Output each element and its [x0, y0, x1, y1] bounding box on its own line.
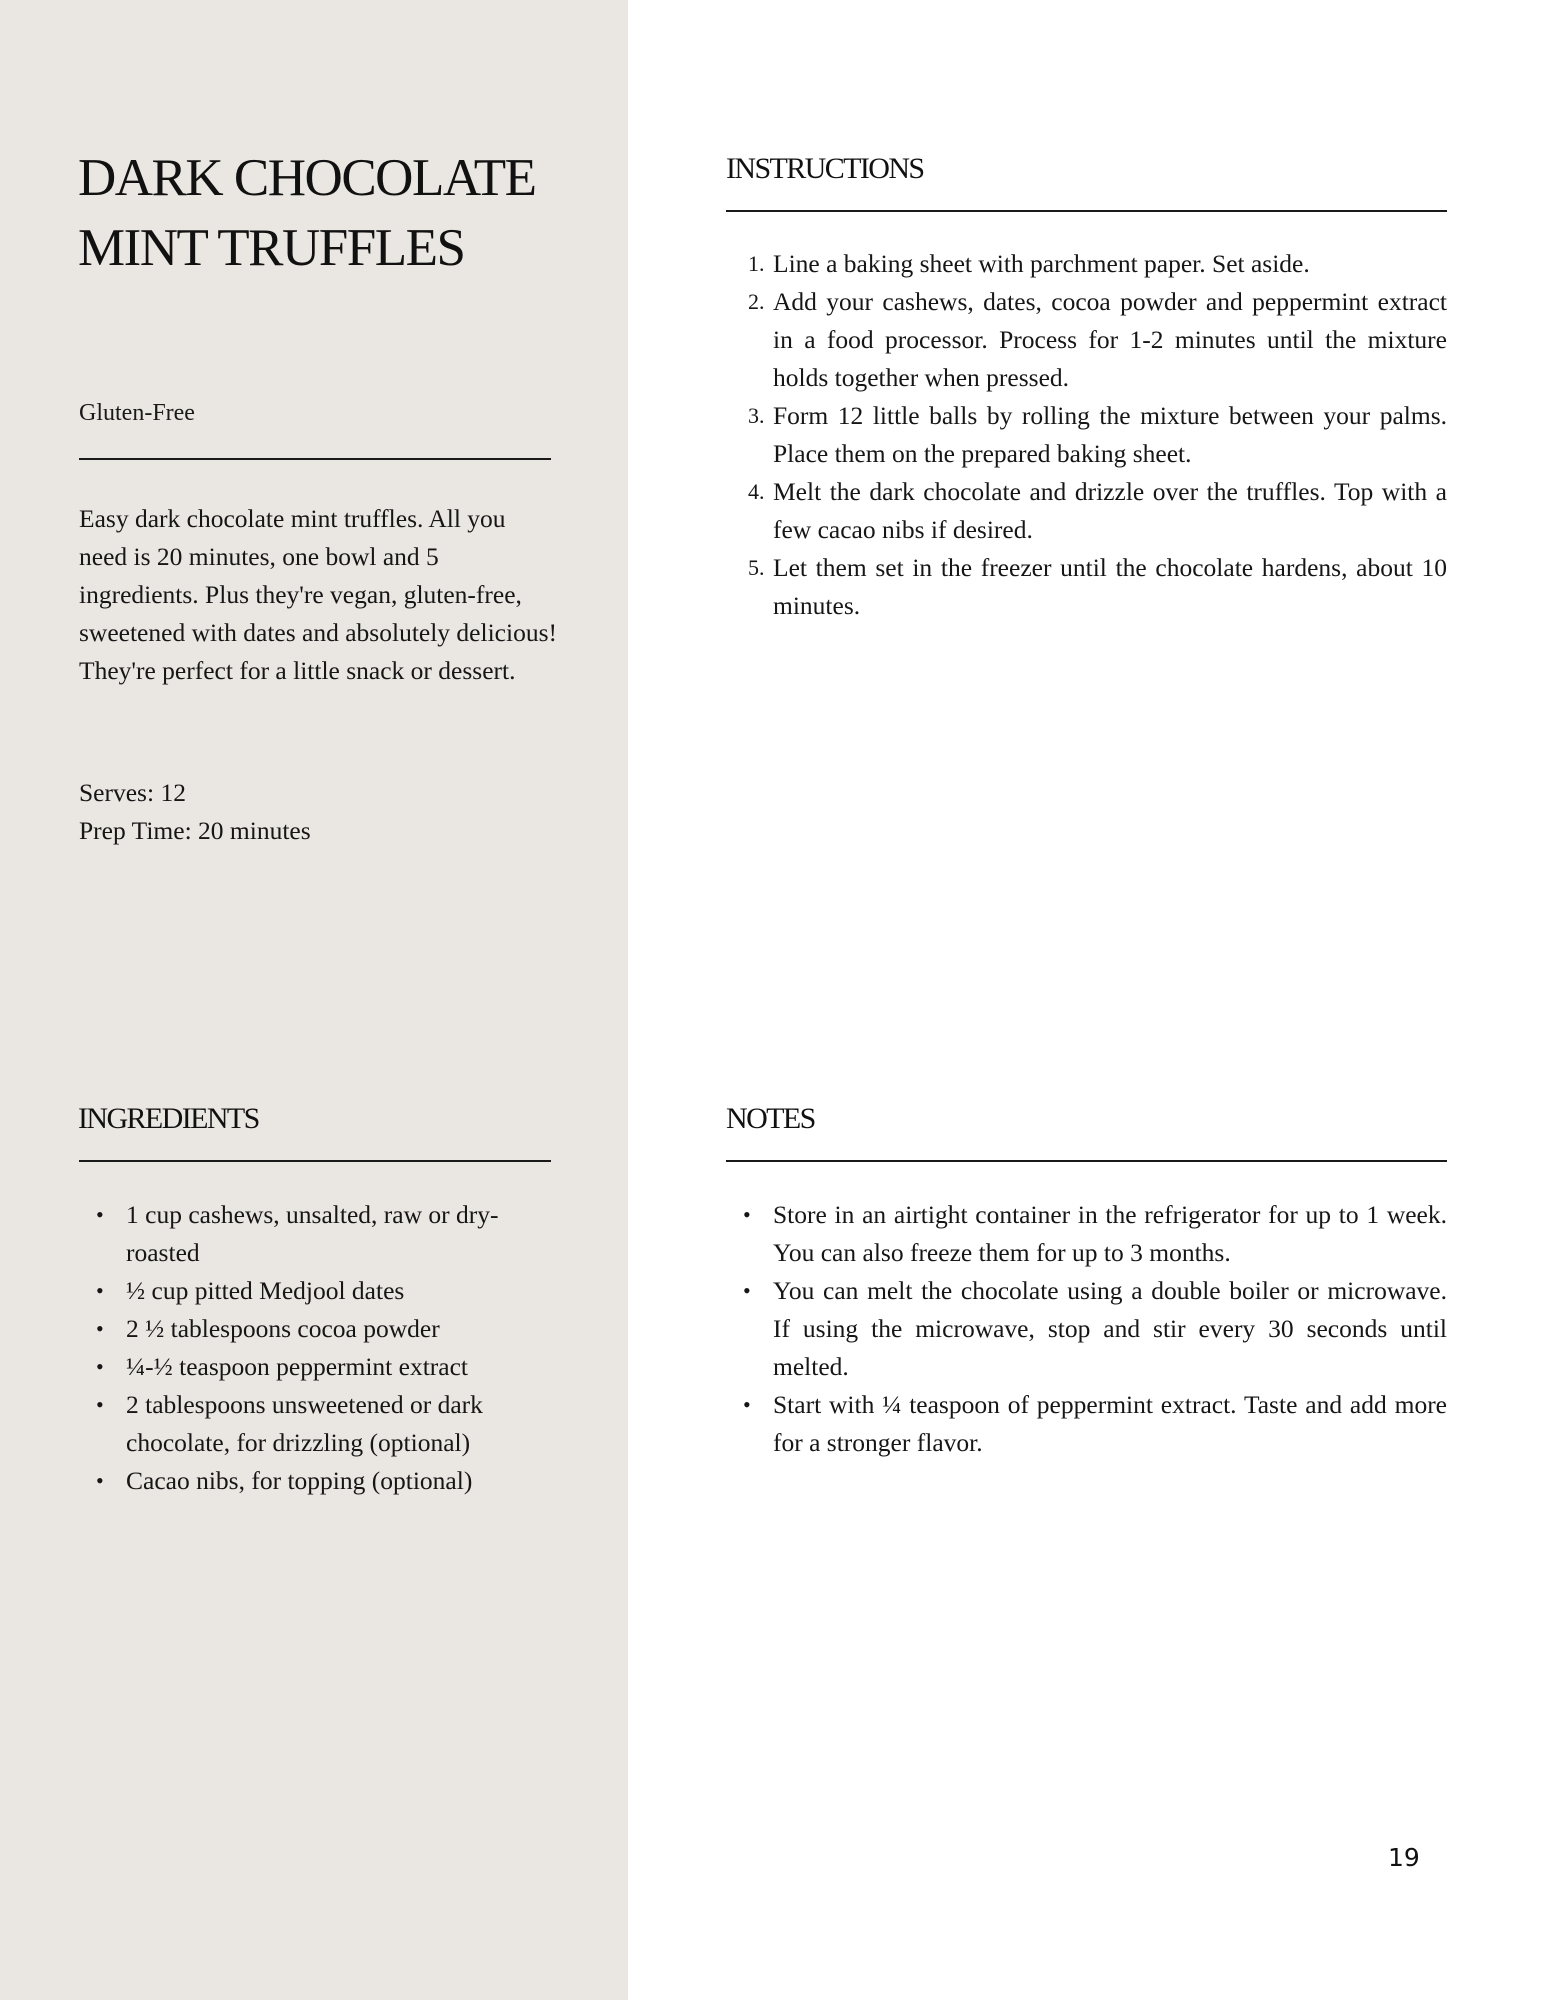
prep-time-text: Prep Time: 20 minutes	[79, 816, 311, 845]
ingredient-item: • 2 ½ tablespoons cocoa powder	[126, 1310, 554, 1348]
sidebar-panel	[0, 0, 628, 2000]
bullet-icon: •	[743, 1392, 751, 1417]
instructions-divider	[726, 210, 1447, 212]
ingredient-item: • Cacao nibs, for topping (optional)	[126, 1462, 554, 1500]
note-item: • Start with ¼ teaspoon of peppermint extract. Taste and add more for a stronger flavor.	[773, 1386, 1447, 1462]
step-number: 3.	[748, 403, 765, 428]
instruction-step: 2. Add your cashews, dates, cocoa powder and peppermint extract in a food processor. Process for 1-2 minutes until the mixture holds together when pressed.	[773, 283, 1447, 397]
bullet-icon: •	[96, 1468, 104, 1493]
instructions-heading: INSTRUCTIONS	[726, 152, 924, 185]
bullet-icon: •	[743, 1202, 751, 1227]
instruction-step: 5. Let them set in the freezer until the chocolate hardens, about 10 minutes.	[773, 549, 1447, 625]
instruction-step: 3. Form 12 little balls by rolling the mixture between your palms. Place them on the prepared baking sheet.	[773, 397, 1447, 473]
step-number: 5.	[748, 555, 765, 580]
bullet-icon: •	[96, 1278, 104, 1303]
notes-heading: NOTES	[726, 1102, 815, 1135]
serves-text: Serves: 12	[79, 778, 186, 807]
page-number: 19	[1388, 1843, 1420, 1872]
ingredients-list	[96, 1196, 554, 1500]
step-number: 4.	[748, 479, 765, 504]
note-item: • You can melt the chocolate using a double boiler or microwave. If using the microwave, stop and stir every 30 seconds until melted.	[773, 1272, 1447, 1386]
ingredients-divider	[79, 1160, 551, 1162]
ingredient-item: • ½ cup pitted Medjool dates	[126, 1272, 554, 1310]
ingredients-heading: INGREDIENTS	[78, 1102, 259, 1135]
bullet-icon: •	[96, 1392, 104, 1417]
step-number: 2.	[748, 289, 765, 314]
instructions-list	[748, 245, 1447, 625]
step-number: 1.	[748, 251, 765, 276]
instruction-step: 1. Line a baking sheet with parchment paper. Set aside.	[773, 245, 1447, 283]
ingredient-item: • 1 cup cashews, unsalted, raw or dry-roasted	[126, 1196, 554, 1272]
ingredient-item: • ¼-½ teaspoon peppermint extract	[126, 1348, 554, 1386]
tag-divider	[79, 458, 551, 460]
bullet-icon: •	[96, 1316, 104, 1341]
notes-divider	[726, 1160, 1447, 1162]
recipe-title	[78, 143, 598, 283]
bullet-icon: •	[743, 1278, 751, 1303]
recipe-title-line: MINT TRUFFLES	[78, 219, 465, 277]
ingredient-item: • 2 tablespoons unsweetened or dark chocolate, for drizzling (optional)	[126, 1386, 554, 1462]
diet-tag: Gluten-Free	[79, 400, 195, 426]
recipe-meta	[79, 774, 311, 850]
bullet-icon: •	[96, 1354, 104, 1379]
instruction-step: 4. Melt the dark chocolate and drizzle over the truffles. Top with a few cacao nibs if desired.	[773, 473, 1447, 549]
bullet-icon: •	[96, 1202, 104, 1227]
notes-list	[743, 1196, 1447, 1462]
recipe-title-line: DARK CHOCOLATE	[78, 149, 536, 207]
note-item: • Store in an airtight container in the refrigerator for up to 1 week. You can also freeze them for up to 3 months.	[773, 1196, 1447, 1272]
recipe-description: Easy dark chocolate mint truffles. All you need is 20 minutes, one bowl and 5 ingredients. Plus they're vegan, gluten-free, sweetened with dates and absolutely delicious! They're perfect for a little snack or dessert.	[79, 504, 557, 685]
